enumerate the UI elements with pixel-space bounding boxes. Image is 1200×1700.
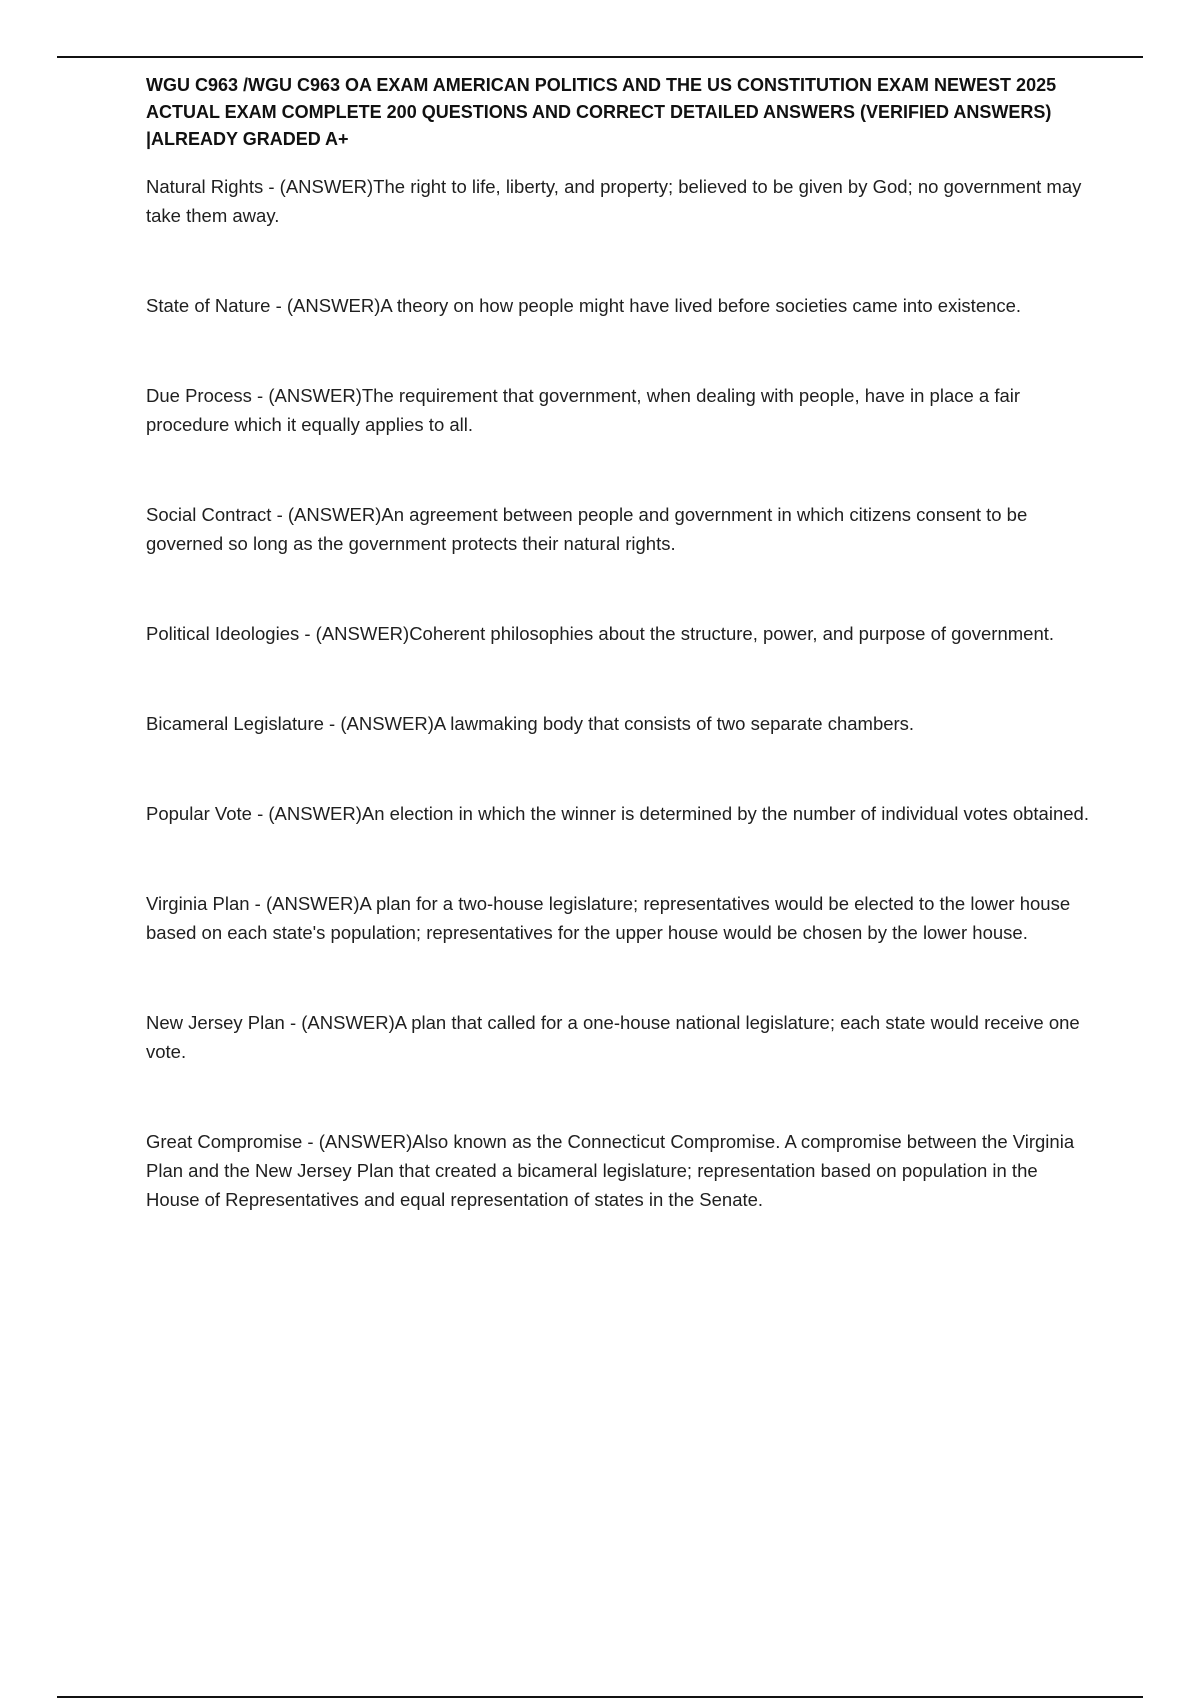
qa-entry-bicameral-legislature: Bicameral Legislature - (ANSWER)A lawmaking body that consists of two separate chambers. <box>146 713 915 734</box>
document-body <box>146 72 1096 1275</box>
document-title: WGU C963 /WGU C963 OA EXAM AMERICAN POLITICS AND THE US CONSTITUTION EXAM NEWEST 2025 ACTUAL EXAM COMPLETE 200 QUESTIONS AND CORRECT DETAILED ANSWERS (VERIFIED ANSWERS) |ALREADY GRADED A+ <box>146 75 1057 149</box>
qa-entry-due-process: Due Process - (ANSWER)The requirement that government, when dealing with people, have in place a fair procedure which it equally applies to all. <box>146 385 1021 435</box>
qa-entry-social-contract: Social Contract - (ANSWER)An agreement between people and government in which citizens consent to be governed so long as the government protects their natural rights. <box>146 504 1028 554</box>
top-rule <box>57 56 1143 58</box>
qa-entry-state-of-nature: State of Nature - (ANSWER)A theory on how people might have lived before societies came into existence. <box>146 295 1022 316</box>
qa-entry-natural-rights: Natural Rights - (ANSWER)The right to life, liberty, and property; believed to be given by God; no government may take them away. <box>146 176 1082 226</box>
bottom-rule <box>57 1696 1143 1698</box>
qa-entry-virginia-plan: Virginia Plan - (ANSWER)A plan for a two-house legislature; representatives would be elected to the lower house based on each state's population; representatives for the upper house would be chosen by the lower house. <box>146 893 1071 943</box>
qa-entry-great-compromise: Great Compromise - (ANSWER)Also known as the Connecticut Compromise. A compromise between the Virginia Plan and the New Jersey Plan that created a bicameral legislature; representation based on population in the House of Representatives and equal representation of states in the Senate. <box>146 1131 1075 1210</box>
qa-entry-political-ideologies: Political Ideologies - (ANSWER)Coherent philosophies about the structure, power, and purpose of government. <box>146 623 1055 644</box>
qa-list <box>146 172 1096 1214</box>
qa-entry-new-jersey-plan: New Jersey Plan - (ANSWER)A plan that called for a one-house national legislature; each state would receive one vote. <box>146 1012 1080 1062</box>
qa-entry-popular-vote: Popular Vote - (ANSWER)An election in which the winner is determined by the number of individual votes obtained. <box>146 803 1089 824</box>
